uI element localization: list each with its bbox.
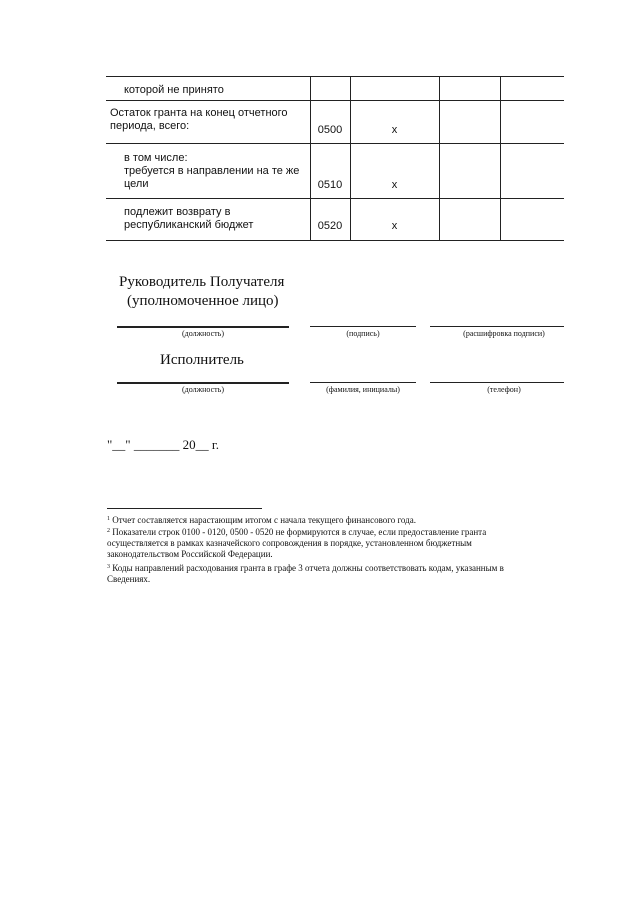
phone-line bbox=[430, 382, 564, 383]
code-cell bbox=[310, 101, 350, 144]
value-cell bbox=[439, 144, 500, 199]
row-x: x bbox=[391, 124, 398, 136]
name-line bbox=[310, 382, 416, 383]
row-label-cell bbox=[106, 77, 310, 101]
executor-title: Исполнитель bbox=[160, 352, 244, 368]
row-label: подлежит возврату в республиканский бюджет bbox=[124, 206, 254, 231]
code-cell bbox=[310, 77, 350, 101]
code-cell bbox=[310, 199, 350, 241]
footnote-number: 3 bbox=[107, 564, 110, 570]
caption-position-2: (должность) bbox=[182, 385, 224, 394]
row-code: 0510 bbox=[317, 179, 343, 191]
footnote-number: 2 bbox=[107, 528, 110, 534]
row-label-cell bbox=[106, 199, 310, 241]
row-code: 0500 bbox=[317, 124, 343, 136]
signature-line bbox=[310, 326, 416, 327]
table-row bbox=[106, 199, 564, 241]
caption-name: (фамилия, инициалы) bbox=[326, 385, 400, 394]
footnote-number: 1 bbox=[107, 516, 110, 522]
row-x: x bbox=[391, 220, 398, 232]
caption-phone: (телефон) bbox=[487, 385, 521, 394]
row-label-cell bbox=[106, 101, 310, 144]
footnote-3 bbox=[107, 563, 537, 585]
value-cell bbox=[500, 144, 564, 199]
report-table bbox=[106, 76, 564, 241]
value-cell bbox=[350, 101, 439, 144]
row-label: которой не принято bbox=[124, 84, 224, 96]
footnote-separator bbox=[107, 508, 262, 509]
caption-decoding: (расшифровка подписи) bbox=[463, 329, 545, 338]
table-row bbox=[106, 101, 564, 144]
value-cell bbox=[350, 199, 439, 241]
caption-position: (должность) bbox=[182, 329, 224, 338]
footnote-text: Коды направлений расходования гранта в графе 3 отчета должны соответствовать кодам, указанным в Сведениях. bbox=[107, 563, 504, 584]
code-cell bbox=[310, 144, 350, 199]
value-cell bbox=[439, 199, 500, 241]
table-row bbox=[106, 77, 564, 101]
head-title-line2: (уполномоченное лицо) bbox=[127, 293, 279, 309]
row-label: Остаток гранта на конец отчетного периода, всего: bbox=[110, 107, 288, 132]
position-line bbox=[117, 326, 289, 328]
value-cell bbox=[500, 101, 564, 144]
value-cell bbox=[350, 77, 439, 101]
row-code: 0520 bbox=[317, 220, 343, 232]
footnote-text: Отчет составляется нарастающим итогом с начала текущего финансового года. bbox=[112, 515, 416, 525]
value-cell bbox=[500, 77, 564, 101]
caption-signature: (подпись) bbox=[346, 329, 380, 338]
position-line-2 bbox=[117, 382, 289, 384]
row-label-cell bbox=[106, 144, 310, 199]
row-label-line1: в том числе: bbox=[124, 152, 188, 164]
footnote-text: Показатели строк 0100 - 0120, 0500 - 0520 не формируются в случае, если предоставление гранта осуществляется в рамках казначейского сопровождения в порядке, установленном бюджетным законодательством Российской Федерации. bbox=[107, 527, 487, 559]
value-cell bbox=[500, 199, 564, 241]
decoding-line bbox=[430, 326, 564, 327]
date-placeholder: "__" _______ 20__ г. bbox=[107, 437, 219, 452]
footnote-1 bbox=[107, 515, 537, 526]
value-cell bbox=[350, 144, 439, 199]
footnote-2 bbox=[107, 527, 537, 560]
value-cell bbox=[439, 77, 500, 101]
row-x: x bbox=[391, 179, 398, 191]
value-cell bbox=[439, 101, 500, 144]
row-label-line2: требуется в направлении на те же цели bbox=[124, 165, 300, 190]
table-row bbox=[106, 144, 564, 199]
head-title-line1: Руководитель Получателя bbox=[119, 274, 285, 290]
